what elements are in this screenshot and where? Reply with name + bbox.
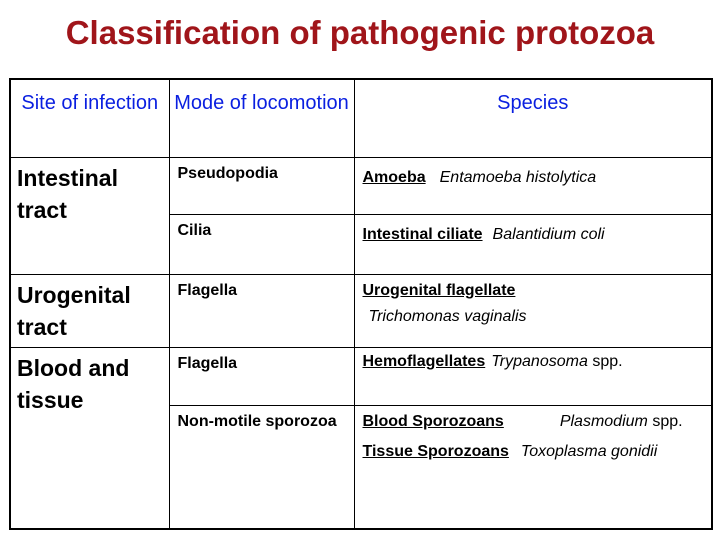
species-group-label: Urogenital flagellate	[362, 281, 516, 299]
site-intestinal-tract: Intestinal tract	[10, 157, 169, 274]
species-organism-name: Trypanosoma	[491, 352, 588, 370]
species-amoeba	[354, 157, 712, 214]
classification-table	[9, 78, 713, 530]
header-site-of-infection: Site of infection	[10, 79, 169, 157]
species-spp-suffix: spp.	[592, 352, 623, 370]
site-urogenital-tract: Urogenital tract	[10, 274, 169, 347]
slide-title: Classification of pathogenic protozoa	[65, 14, 655, 51]
species-group-label: Blood Sporozoans	[362, 412, 504, 430]
species-group-label: Hemoflagellates	[362, 352, 486, 370]
species-organism-name: Toxoplasma gonidii	[520, 442, 658, 460]
mode-pseudopodia: Pseudopodia	[169, 157, 354, 214]
mode-flagella-urogenital: Flagella	[169, 274, 354, 347]
header-row	[10, 79, 712, 157]
species-entry	[363, 307, 704, 327]
species-organism-name: Entamoeba histolytica	[439, 168, 597, 186]
header-species: Species	[354, 79, 712, 157]
table-row	[10, 274, 712, 347]
species-entry-blood-sporozoans	[363, 412, 704, 432]
species-urogenital-flagellate	[354, 274, 712, 347]
species-hemoflagellates	[354, 347, 712, 405]
species-organism-name: Trichomonas vaginalis	[368, 307, 527, 325]
species-organism-name: Balantidium coli	[492, 225, 605, 243]
table-row	[10, 347, 712, 405]
site-blood-and-tissue: Blood and tissue	[10, 347, 169, 529]
species-entry-tissue-sporozoans	[363, 442, 704, 462]
table-row	[10, 157, 712, 214]
mode-non-motile-sporozoa: Non-motile sporozoa	[169, 405, 354, 529]
species-sporozoans	[354, 405, 712, 529]
species-group-label: Intestinal ciliate	[362, 225, 483, 243]
species-organism-name: Plasmodium	[559, 412, 648, 430]
header-mode-of-locomotion: Mode of locomotion	[169, 79, 354, 157]
species-entry	[363, 281, 704, 301]
mode-cilia: Cilia	[169, 214, 354, 274]
species-spp-suffix: spp.	[652, 412, 683, 430]
species-group-label: Amoeba	[362, 168, 426, 186]
mode-flagella-blood: Flagella	[169, 347, 354, 405]
species-intestinal-ciliate	[354, 214, 712, 274]
species-group-label: Tissue Sporozoans	[362, 442, 509, 460]
